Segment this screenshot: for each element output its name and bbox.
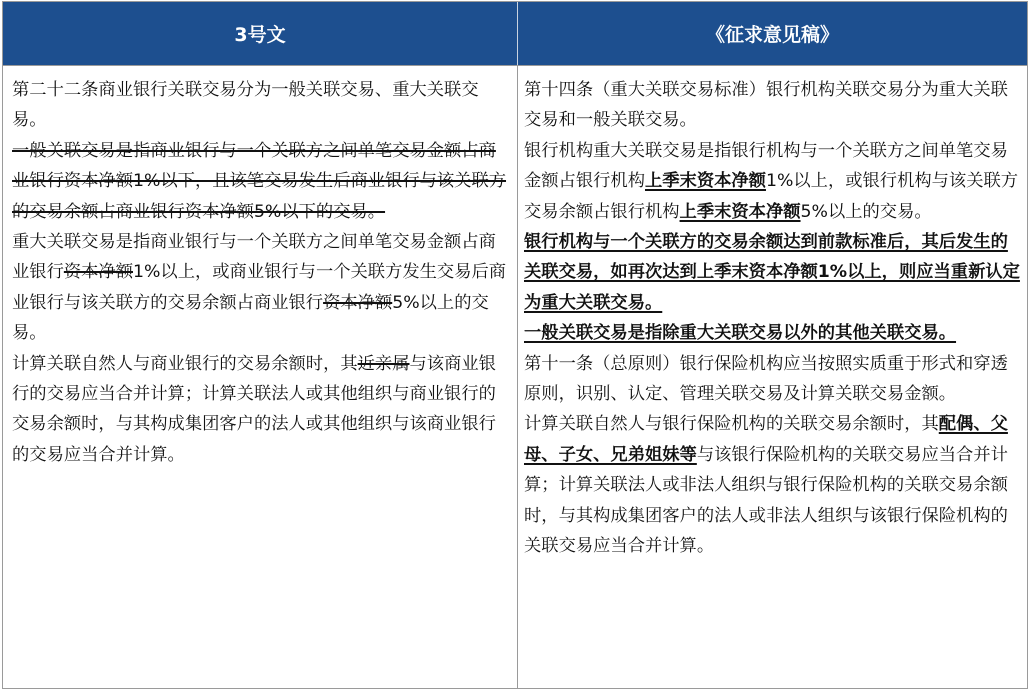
body-text: 重大关联交易是指商业银行与一个关联方之间单笔交易金额占商业银行 — [12, 232, 496, 283]
body-text: 1%以上，或商业银行与一个关联方发生交易后商业银行与该关联方的交易余额占商业银行 — [12, 262, 507, 313]
deleted-text: 近亲属 — [357, 353, 410, 374]
added-text: 配偶、父母、子女、兄弟姐妹等 — [524, 414, 1008, 465]
body-text: 第十一条（总原则）银行保险机构应当按照实质重于形式和穿透原则，识别、认定、管理关联交易及计算关联交易金额。 — [524, 353, 1008, 405]
body-text: 5%以上的交易。 — [800, 201, 932, 222]
body-text: 第十四条（重大关联交易标准）银行机构关联交易分为重大关联交易和一般关联交易。 — [524, 80, 1008, 131]
right-column-paragraph — [524, 75, 1023, 136]
left-column-paragraph — [12, 349, 511, 471]
right-column-paragraph — [524, 136, 1023, 227]
body-text: 5%以上的交易。 — [12, 292, 489, 344]
right-column-paragraph — [524, 409, 1023, 561]
deleted-text: 资本净额 — [63, 262, 133, 283]
header-left: 3号文 — [3, 2, 518, 65]
left-column-paragraph — [12, 75, 511, 136]
body-text: 与该商业银行的交易应当合并计算；计算关联法人或其他组织与商业银行的交易余额时，与其构成集团客户的法人或其他组织与该商业银行的交易应当合并计算。 — [12, 353, 496, 465]
body-text: 第二十二条商业银行关联交易分为一般关联交易、重大关联交易。 — [12, 80, 479, 131]
header-row — [3, 2, 1027, 65]
body-row — [3, 65, 1027, 688]
added-text: 上季末资本净额 — [679, 201, 801, 222]
added-text: 上季末资本净额 — [644, 171, 766, 192]
left-column-paragraph — [12, 136, 511, 227]
right-column-paragraph — [524, 318, 1023, 348]
body-text: 1%以上，或银行机构与该关联方交易余额占银行机构 — [524, 171, 1019, 222]
deleted-text: 一般关联交易是指商业银行与一个关联方之间单笔交易金额占商业银行资本净额1%以下，且该笔交易发生后商业银行与该关联方的交易余额占商业银行资本净额5%以下的交易。 — [12, 140, 507, 222]
comparison-table — [2, 1, 1028, 689]
right-column — [518, 66, 1027, 688]
body-text: 计算关联自然人与银行保险机构的关联交易余额时，其 — [524, 414, 939, 435]
left-column — [3, 66, 518, 688]
header-right: 《征求意见稿》 — [518, 2, 1027, 65]
body-text: 银行机构重大关联交易是指银行机构与一个关联方之间单笔交易金额占银行机构 — [524, 140, 1008, 192]
added-text: 一般关联交易是指除重大关联交易以外的其他关联交易。 — [524, 323, 957, 344]
right-column-paragraph — [524, 227, 1023, 318]
left-column-paragraph — [12, 227, 511, 349]
deleted-text: 资本净额 — [323, 292, 393, 313]
added-text: 银行机构与一个关联方的交易余额达到前款标准后，其后发生的关联交易，如再次达到上季末资本净额1%以上，则应当重新认定为重大关联交易。 — [524, 232, 1020, 313]
right-column-paragraph — [524, 349, 1023, 410]
body-text: 计算关联自然人与商业银行的交易余额时，其 — [12, 353, 358, 374]
body-text: 与该银行保险机构的关联交易应当合并计算；计算关联法人或非法人组织与银行保险机构的关联交易余额时，与其构成集团客户的法人或非法人组织与该银行保险机构的关联交易应当合并计算。 — [524, 444, 1008, 557]
